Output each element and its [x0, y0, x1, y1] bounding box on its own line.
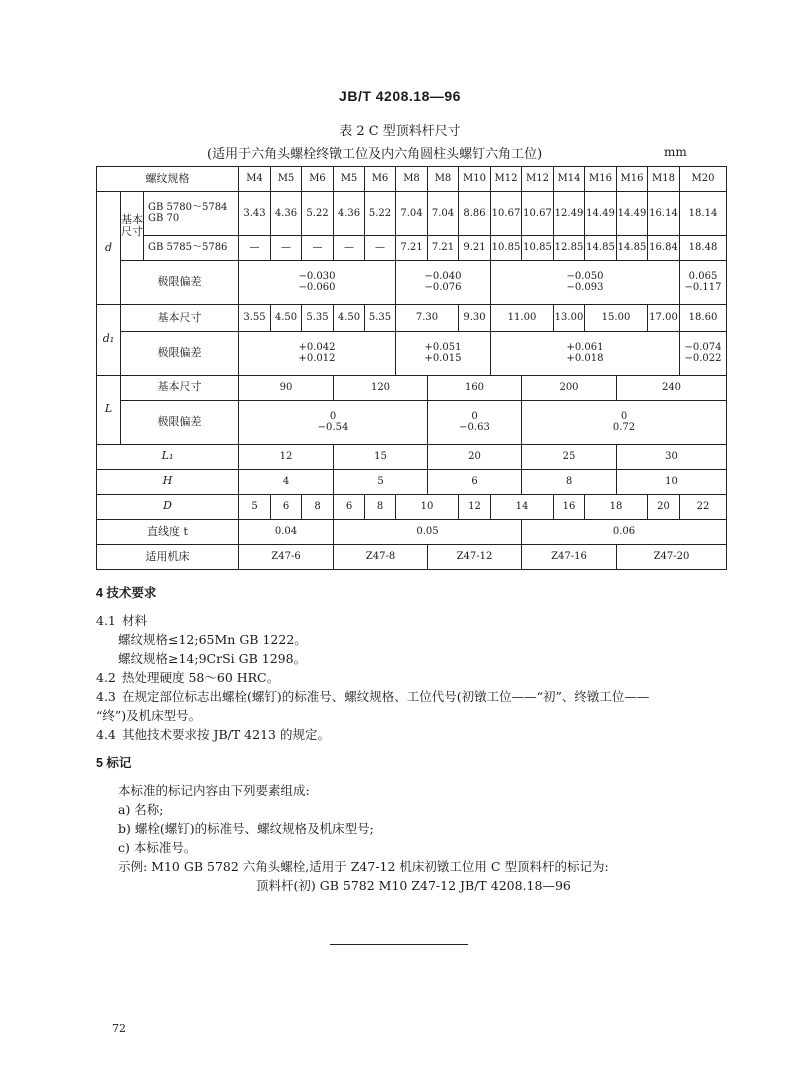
- d-std1-cell: 5.22: [365, 192, 396, 236]
- spec-cell: M10: [459, 167, 491, 192]
- d-std2-cell: —: [239, 235, 271, 260]
- d-tol-cell: −0.040 −0.076: [396, 260, 491, 304]
- L-basic-cell: 90: [239, 375, 334, 400]
- L-basic-cell: 120: [334, 375, 428, 400]
- d1-tol-cell: +0.061 +0.018: [491, 331, 680, 375]
- d-std1-cell: 7.04: [396, 192, 428, 236]
- L-tol-row: [97, 400, 727, 444]
- spec-cell: M16: [585, 167, 617, 192]
- H-cell: 8: [522, 469, 617, 494]
- d1-basic-cell: 13.00: [554, 304, 585, 331]
- d1-symbol: d₁: [97, 304, 121, 375]
- d-std2-cell: 14.85: [617, 235, 648, 260]
- clause-number: 4.4: [96, 727, 116, 742]
- d-std1-cell: 16.14: [648, 192, 680, 236]
- d-std2-cell: 18.48: [680, 235, 727, 260]
- d-std2-cell: —: [365, 235, 396, 260]
- d1-basic-cell: 17.00: [648, 304, 680, 331]
- D-cell: 6: [334, 494, 365, 519]
- D-cell: 8: [302, 494, 334, 519]
- d1-basic-cell: 4.50: [271, 304, 302, 331]
- dimension-table: [96, 166, 727, 570]
- L-basic-label: 基本尺寸: [121, 375, 239, 400]
- clause-4-3-text-cont: “终”)及机床型号。: [96, 708, 202, 723]
- marking-item-c: c) 本标准号。: [118, 840, 197, 855]
- body-text: [96, 580, 716, 895]
- d1-basic-cell: 5.35: [302, 304, 334, 331]
- clause-number: 4.3: [96, 689, 116, 704]
- clause-4-2-text: 热处理硬度 58～60 HRC。: [121, 670, 280, 685]
- d-std1-cell: 4.36: [271, 192, 302, 236]
- machine-cell: Z47-8: [334, 544, 428, 569]
- L-basic-cell: 160: [428, 375, 522, 400]
- d1-basic-cell: 5.35: [365, 304, 396, 331]
- spec-cell: M12: [522, 167, 554, 192]
- D-cell: 6: [271, 494, 302, 519]
- page-header: JB/T 4208.18—96: [339, 88, 461, 104]
- d1-basic-cell: 9.30: [459, 304, 491, 331]
- D-cell: 16: [554, 494, 585, 519]
- table-title: 表 2 C 型顶料杆尺寸: [339, 124, 461, 139]
- spec-cell: M16: [617, 167, 648, 192]
- clause-4-1-title: 材料: [121, 613, 147, 628]
- d1-tol-row: [97, 331, 727, 375]
- d1-basic-cell: 3.55: [239, 304, 271, 331]
- H-label: H: [97, 469, 239, 494]
- L1-cell: 15: [334, 444, 428, 469]
- d1-tol-label: 极限偏差: [121, 331, 239, 375]
- d-tol-cell: −0.050 −0.093: [491, 260, 680, 304]
- spec-cell: M20: [680, 167, 727, 192]
- spec-cell: M4: [239, 167, 271, 192]
- machine-cell: Z47-12: [428, 544, 522, 569]
- section-5-title: 5 标记: [96, 756, 132, 770]
- table-subtitle: (适用于六角头螺栓终镦工位及内六角圆柱头螺钉六角工位): [207, 147, 543, 162]
- H-row: [97, 469, 727, 494]
- d1-tol-cell: +0.051 +0.015: [396, 331, 491, 375]
- machine-cell: Z47-20: [617, 544, 727, 569]
- d-std2-cell: 7.21: [428, 235, 459, 260]
- clause-4-4-text: 其他技术要求按 JB/T 4213 的规定。: [121, 727, 330, 742]
- L1-cell: 30: [617, 444, 727, 469]
- L-basic-cell: 240: [617, 375, 727, 400]
- L-symbol: L: [97, 375, 121, 444]
- spec-cell: M6: [302, 167, 334, 192]
- d-std1-cell: 8.86: [459, 192, 491, 236]
- L-tol-label: 极限偏差: [121, 400, 239, 444]
- L1-row: [97, 444, 727, 469]
- d-std1-cell: 10.67: [522, 192, 554, 236]
- L-tol-cell: 0 −0.63: [428, 400, 522, 444]
- H-cell: 4: [239, 469, 334, 494]
- straightness-row: [97, 519, 727, 544]
- d-std2-cell: 10.85: [491, 235, 522, 260]
- spec-cell: M5: [334, 167, 365, 192]
- D-cell: 20: [648, 494, 680, 519]
- machine-label: 适用机床: [97, 544, 239, 569]
- d-std2-cell: 7.21: [396, 235, 428, 260]
- spec-cell: M8: [428, 167, 459, 192]
- L1-cell: 12: [239, 444, 334, 469]
- d1-tol-cell: −0.074 −0.022: [680, 331, 727, 375]
- d-std2-cell: —: [271, 235, 302, 260]
- d-basic-row-2: [97, 235, 727, 260]
- d1-basic-cell: 18.60: [680, 304, 727, 331]
- L1-cell: 25: [522, 444, 617, 469]
- d-std1-cell: 12.49: [554, 192, 585, 236]
- d-std1-cell: 5.22: [302, 192, 334, 236]
- d-std2-cell: 12.85: [554, 235, 585, 260]
- machine-cell: Z47-16: [522, 544, 617, 569]
- H-cell: 5: [334, 469, 428, 494]
- straightness-cell: 0.04: [239, 519, 334, 544]
- straightness-cell: 0.05: [334, 519, 522, 544]
- D-cell: 22: [680, 494, 727, 519]
- d-tol-cell: 0.065 −0.117: [680, 260, 727, 304]
- H-cell: 10: [617, 469, 727, 494]
- marking-example: 示例: M10 GB 5782 六角头螺栓,适用于 Z47-12 机床初镦工位用 C 型顶料杆的标记为:: [118, 859, 609, 874]
- D-cell: 18: [585, 494, 648, 519]
- D-cell: 8: [365, 494, 396, 519]
- d-std1-cell: 14.49: [617, 192, 648, 236]
- marking-example-designation: 顶料杆(初) GB 5782 M10 Z47-12 JB/T 4208.18—96: [256, 878, 571, 893]
- page-number: 72: [112, 1022, 126, 1035]
- d-std2-cell: 14.85: [585, 235, 617, 260]
- d-std2-cell: —: [334, 235, 365, 260]
- d-std1-label: GB 5780～5784 GB 70: [144, 192, 239, 236]
- spec-cell: M6: [365, 167, 396, 192]
- end-rule: [330, 944, 468, 945]
- table-unit: mm: [664, 145, 687, 159]
- d-basic-label: 基本尺寸: [121, 192, 144, 261]
- spec-cell: M12: [491, 167, 522, 192]
- d-std1-cell: 10.67: [491, 192, 522, 236]
- machine-cell: Z47-6: [239, 544, 334, 569]
- machine-row: [97, 544, 727, 569]
- d1-basic-cell: 7.30: [396, 304, 459, 331]
- D-cell: 14: [491, 494, 554, 519]
- d1-basic-label: 基本尺寸: [121, 304, 239, 331]
- L1-label: L₁: [97, 444, 239, 469]
- d1-basic-row: [97, 304, 727, 331]
- d-std2-cell: 10.85: [522, 235, 554, 260]
- spec-cell: M5: [271, 167, 302, 192]
- d-std1-cell: 3.43: [239, 192, 271, 236]
- D-label: D: [97, 494, 239, 519]
- L-tol-cell: 0 −0.54: [239, 400, 428, 444]
- spec-row: [97, 167, 727, 192]
- marking-intro: 本标准的标记内容由下列要素组成:: [118, 783, 310, 798]
- d1-basic-cell: 15.00: [585, 304, 648, 331]
- L1-cell: 20: [428, 444, 522, 469]
- spec-cell: M8: [396, 167, 428, 192]
- spec-cell: M18: [648, 167, 680, 192]
- d-tol-cell: −0.030 −0.060: [239, 260, 396, 304]
- d-tol-label: 极限偏差: [121, 260, 239, 304]
- straightness-cell: 0.06: [522, 519, 727, 544]
- material-line-1: 螺纹规格≤12;65Mn GB 1222。: [118, 632, 307, 647]
- straightness-label: 直线度 t: [97, 519, 239, 544]
- L-basic-cell: 200: [522, 375, 617, 400]
- D-cell: 12: [459, 494, 491, 519]
- d-std1-cell: 18.14: [680, 192, 727, 236]
- d1-basic-cell: 4.50: [334, 304, 365, 331]
- L-tol-cell: 0 0.72: [522, 400, 727, 444]
- d-tol-row: [97, 260, 727, 304]
- spec-cell: M14: [554, 167, 585, 192]
- d-std2-cell: 16.84: [648, 235, 680, 260]
- d-symbol: d: [97, 192, 121, 305]
- d-std1-cell: 7.04: [428, 192, 459, 236]
- d-std2-label: GB 5785～5786: [144, 235, 239, 260]
- d-std2-cell: —: [302, 235, 334, 260]
- section-4-title: 4 技术要求: [96, 586, 157, 600]
- d1-basic-cell: 11.00: [491, 304, 554, 331]
- clause-4-3-text: 在规定部位标志出螺栓(螺钉)的标准号、螺纹规格、工位代号(初镦工位——“初”、终镦工位——: [121, 689, 650, 704]
- d-std1-cell: 4.36: [334, 192, 365, 236]
- d-std2-cell: 9.21: [459, 235, 491, 260]
- marking-item-b: b) 螺栓(螺钉)的标准号、螺纹规格及机床型号;: [118, 821, 374, 836]
- H-cell: 6: [428, 469, 522, 494]
- D-cell: 5: [239, 494, 271, 519]
- d-basic-row-1: [97, 192, 727, 236]
- d-std1-cell: 14.49: [585, 192, 617, 236]
- spec-label: 螺纹规格: [97, 167, 239, 192]
- material-line-2: 螺纹规格≥14;9CrSi GB 1298。: [118, 651, 307, 666]
- marking-item-a: a) 名称;: [118, 802, 164, 817]
- clause-number: 4.2: [96, 670, 116, 685]
- D-cell: 10: [396, 494, 459, 519]
- D-row: [97, 494, 727, 519]
- L-basic-row: [97, 375, 727, 400]
- d1-tol-cell: +0.042 +0.012: [239, 331, 396, 375]
- clause-number: 4.1: [96, 613, 116, 628]
